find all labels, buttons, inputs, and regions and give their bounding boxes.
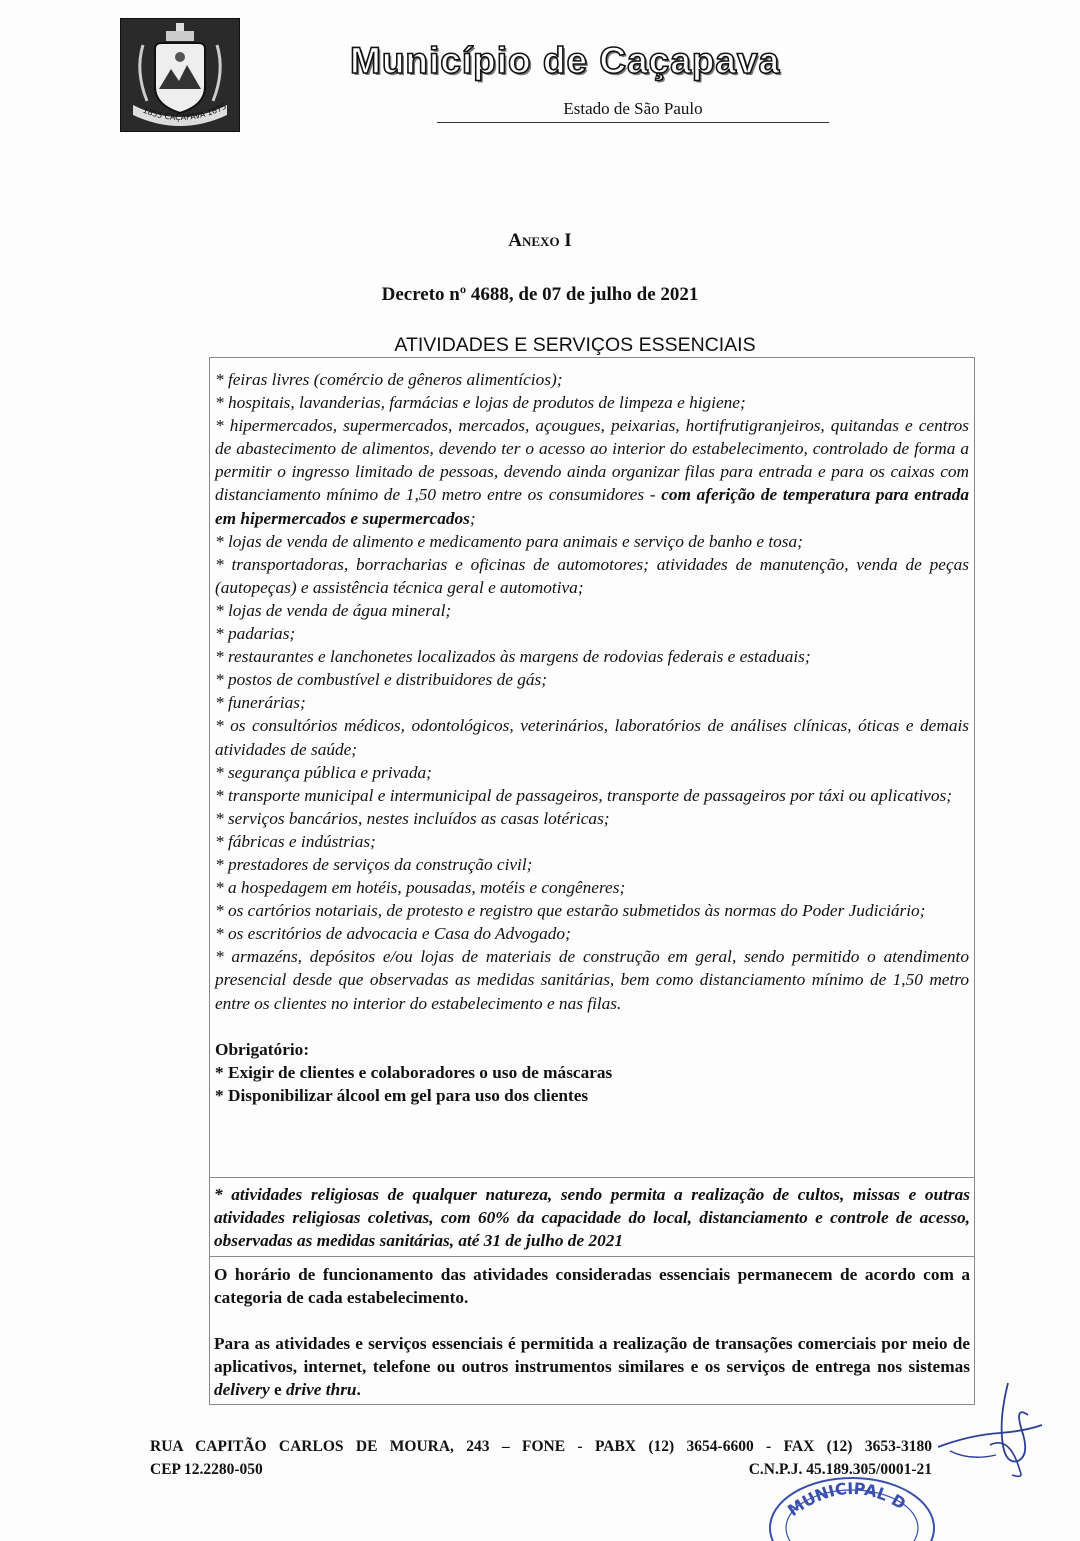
activity-item: * transporte municipal e intermunicipal de passageiros, transporte de passageiros por táxi ou aplicativos; <box>215 785 952 805</box>
activity-item: * prestadores de serviços da construção civil; <box>215 854 533 874</box>
obligatory-item: * Disponibilizar álcool em gel para uso dos clientes <box>215 1085 589 1105</box>
activity-item: * segurança pública e privada; <box>215 762 432 782</box>
annex-title: Anexo I <box>508 230 572 251</box>
activity-item: * hospitais, lavanderias, farmácias e lojas de produtos de limpeza e higiene; <box>215 393 746 413</box>
activity-item: * restaurantes e lanchonetes localizados às margens de rodovias federais e estaduais; <box>215 647 811 667</box>
footer-cep: CEP 12.2280-050 <box>150 1461 263 1478</box>
activity-item: * padarias; <box>215 624 296 644</box>
footer-address: RUA CAPITÃO CARLOS DE MOURA, 243 – FONE - PABX (12) 3654-6600 - FAX (12) 3653-3180 <box>150 1438 932 1455</box>
activity-item: * funerárias; <box>215 693 306 713</box>
closing-notes <box>209 1263 975 1401</box>
activity-item: * armazéns, depósitos e/ou lojas de materiais de construção em geral, sendo permitido o atendimento presencial desde que observadas as medidas sanitárias, bem como distanciamento mínimo de 1,50 metro entre os clientes no interior do estabelecimento e nas filas. <box>215 947 969 1013</box>
divider <box>209 1177 975 1178</box>
activity-item: * lojas de venda de água mineral; <box>215 600 452 620</box>
transactions-note <box>214 1332 970 1401</box>
spacer <box>215 1015 969 1038</box>
activities-list <box>210 368 974 1107</box>
divider <box>209 1256 975 1257</box>
obligatory-item: * Exigir de clientes e colaboradores o uso de máscaras <box>215 1062 613 1082</box>
activity-item: * os cartórios notariais, de protesto e registro que estarão submetidos às normas do Poder Judiciário; <box>215 901 926 921</box>
religious-activities <box>209 1183 975 1252</box>
activity-item-highlight: com aferição de temperatura para entrada em hipermercados e supermercados <box>215 485 969 528</box>
stamp-text: MUNICIPAL D <box>784 1478 910 1521</box>
obligatory-heading: Obrigatório: <box>215 1039 310 1059</box>
activity-item: * feiras livres (comércio de gêneros alimentícios); <box>215 370 563 389</box>
transactions-text: Para as atividades e serviços essenciais é permitida a realização de transações comerciais por meio de aplicativos, internet, telefone ou outros instrumentos similares e os serviços de entrega nos sistemas <box>214 1334 970 1377</box>
activity-item: * os escritórios de advocacia e Casa do Advogado; <box>215 924 571 944</box>
activity-item <box>215 414 969 529</box>
delivery-term: delivery <box>214 1380 270 1400</box>
spacer <box>214 1309 970 1332</box>
state-subtitle: Estado de São Paulo <box>437 98 829 123</box>
municipal-stamp-icon <box>760 1466 940 1541</box>
end-text: . <box>356 1380 361 1400</box>
activity-item: * a hospedagem em hotéis, pousadas, motéis e congêneres; <box>215 878 626 898</box>
activity-item: * lojas de venda de alimento e medicamento para animais e serviço de banho e tosa; <box>215 531 803 551</box>
municipal-crest-icon <box>120 18 240 132</box>
decree-title: Decreto nº 4688, de 07 de julho de 2021 <box>381 284 699 305</box>
activity-item-end: ; <box>469 508 476 528</box>
activity-item: * transportadoras, borracharias e oficinas de automotores; atividades de manutenção, venda de peças (autopeças) e assistência técnica geral e automotiva; <box>215 554 969 597</box>
activity-item: * fábricas e indústrias; <box>215 831 376 851</box>
crest-banner-text: 1855 CAÇAPAVA 1875 <box>141 101 228 123</box>
activity-item: * os consultórios médicos, odontológicos, veterinários, laboratórios de análises clínicas, óticas e demais atividades de saúde; <box>215 716 969 759</box>
activity-item: * serviços bancários, nestes incluídos as casas lotéricas; <box>215 808 610 828</box>
religious-text: * atividades religiosas de qualquer natureza, sendo permita a realização de cultos, missas e outras atividades religiosas coletivas, com 60% da capacidade do local, distanciamento e controle de acesso, observadas as medidas sanitárias, até 31 de julho de 2021 <box>214 1185 970 1251</box>
and-text: e <box>269 1380 286 1400</box>
svg-text:MUNICIPAL D <box>784 1479 909 1520</box>
municipality-title: Município de Caçapava <box>350 40 781 81</box>
footer-cnpj: C.N.P.J. 45.189.305/0001-21 <box>748 1461 932 1478</box>
activity-item: * postos de combustível e distribuidores de gás; <box>215 670 547 690</box>
hours-note: O horário de funcionamento das atividades consideradas essenciais permanecem de acordo com a categoria de cada estabelecimento. <box>214 1265 970 1308</box>
signature-icon <box>930 1375 1050 1485</box>
section-title: ATIVIDADES E SERVIÇOS ESSENCIAIS <box>394 334 756 356</box>
drive-thru-term: drive thru <box>285 1380 357 1400</box>
activity-item-text: * hipermercados, supermercados, mercados, açougues, peixarias, hortifrutigranjeiros, quitandas e centros de abastecimento de alimentos, devendo ter o acesso ao interior do estabelecimento, controlado de forma a permitir o ingresso limitado de pessoas, devendo ainda organizar filas para entrada e para os caixas com distanciamento mínimo de 1,50 metro entre os consumidores - <box>215 416 969 505</box>
